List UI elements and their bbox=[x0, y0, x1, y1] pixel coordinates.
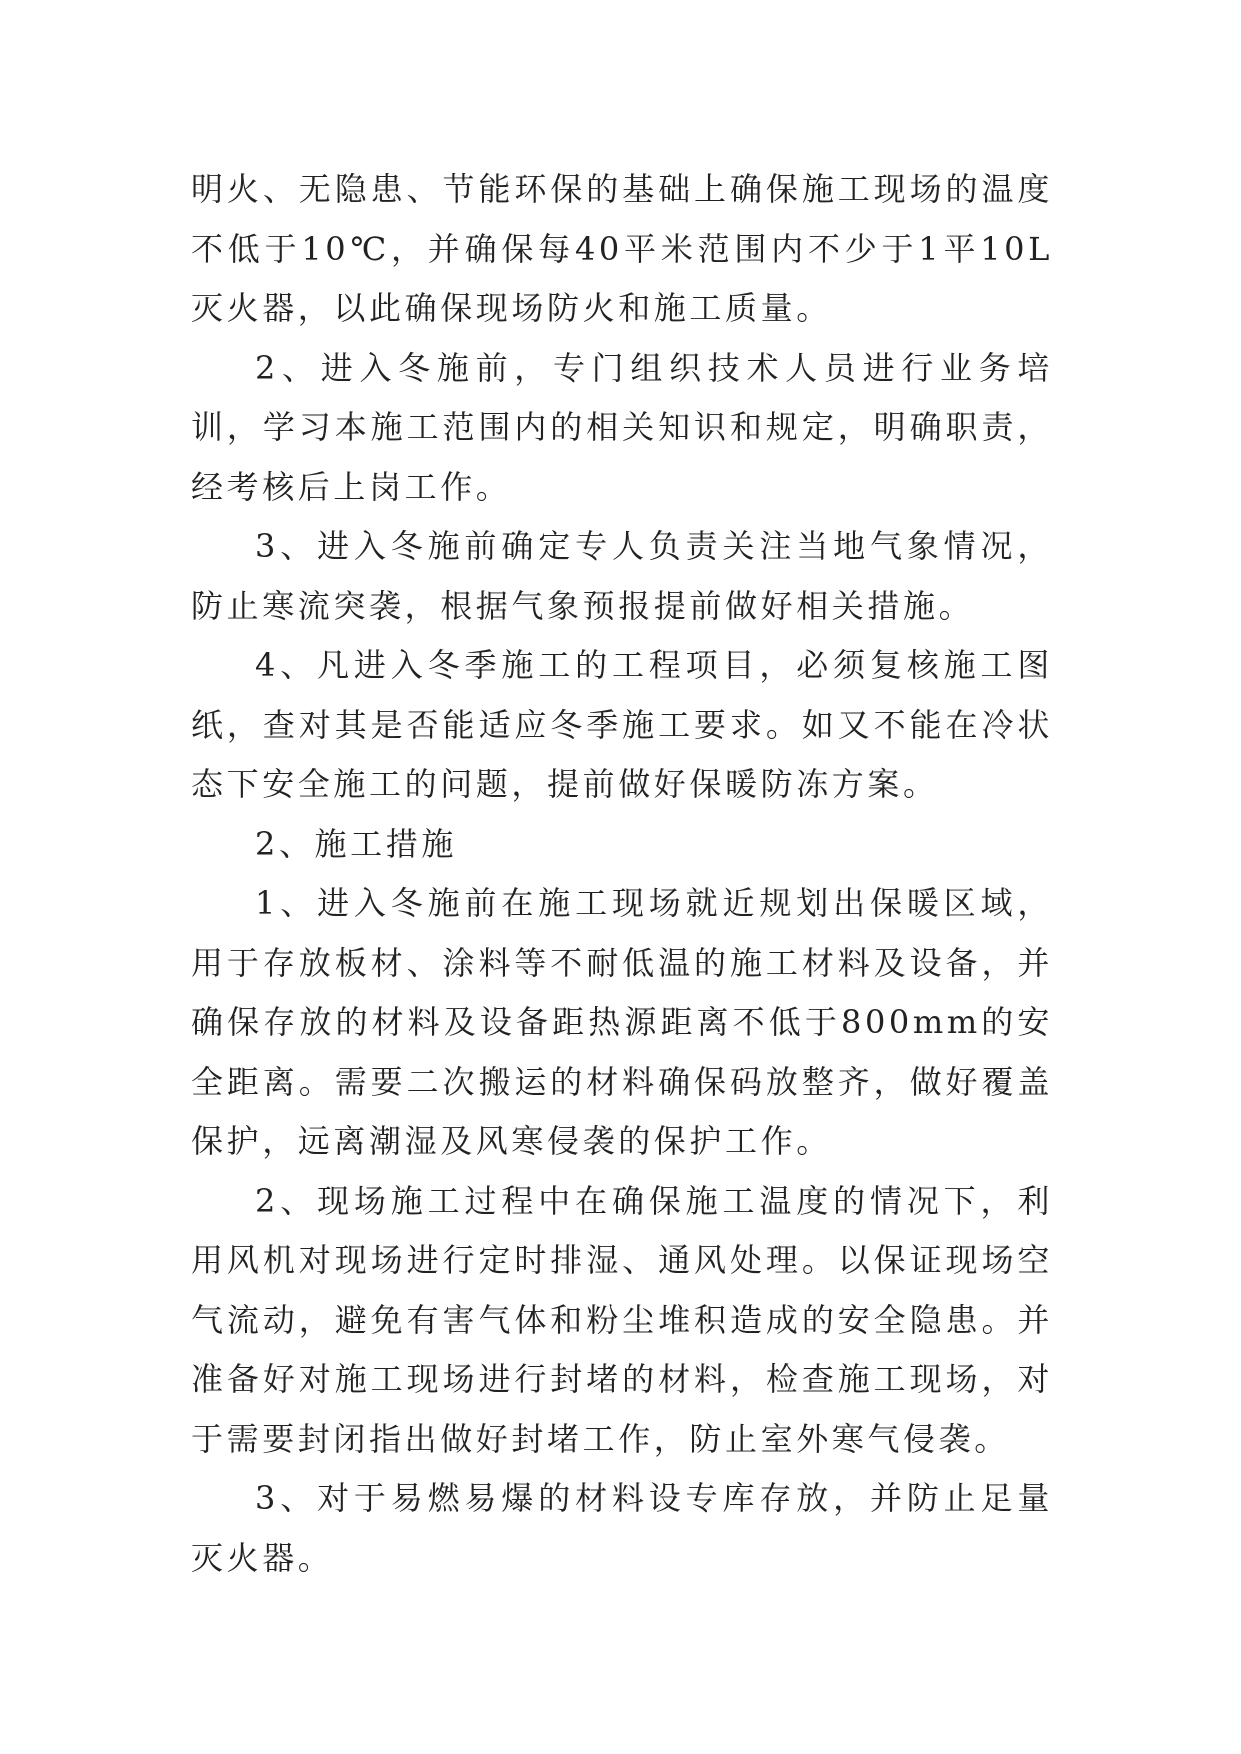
paragraph-training: 2、进入冬施前，专门组织技术人员进行业务培训，学习本施工范围内的相关知识和规定，明确职责，经考核后上岗工作。 bbox=[191, 348, 1053, 506]
paragraph-drawing-review: 4、凡进入冬季施工的工程项目，必须复核施工图纸，查对其是否能适应冬季施工要求。如又不能在冷状态下安全施工的问题，提前做好保暖防冻方案。 bbox=[191, 646, 1053, 803]
document-body bbox=[191, 160, 1053, 1588]
paragraph-storage-area: 1、进入冬施前在施工现场就近规划出保暖区域，用于存放板材、涂料等不耐低温的施工材料及设备，并确保存放的材料及设备距热源距离不低于800mm的安全距离。需要二次搬运的材料确保码放整齐，做好覆盖保护，远离潮湿及风寒侵袭的保护工作。 bbox=[191, 884, 1053, 1160]
paragraph-ventilation: 2、现场施工过程中在确保施工温度的情况下，利用风机对现场进行定时排湿、通风处理。以保证现场空气流动，避免有害气体和粉尘堆积造成的安全隐患。并准备好对施工现场进行封堵的材料，检查施工现场，对于需要封闭指出做好封堵工作，防止室外寒气侵袭。 bbox=[191, 1181, 1053, 1458]
section-heading-construction-measures: 2、施工措施 bbox=[255, 824, 457, 863]
paragraph-flammable-storage: 3、对于易燃易爆的材料设专库存放，并防止足量灭火器。 bbox=[191, 1479, 1053, 1577]
paragraph-weather-monitoring: 3、进入冬施前确定专人负责关注当地气象情况，防止寒流突袭，根据气象预报提前做好相关措施。 bbox=[191, 527, 1053, 625]
paragraph-fire-safety: 明火、无隐患、节能环保的基础上确保施工现场的温度不低于10℃，并确保每40平米范围内不少于1平10L灭火器，以此确保现场防火和施工质量。 bbox=[191, 170, 1053, 327]
